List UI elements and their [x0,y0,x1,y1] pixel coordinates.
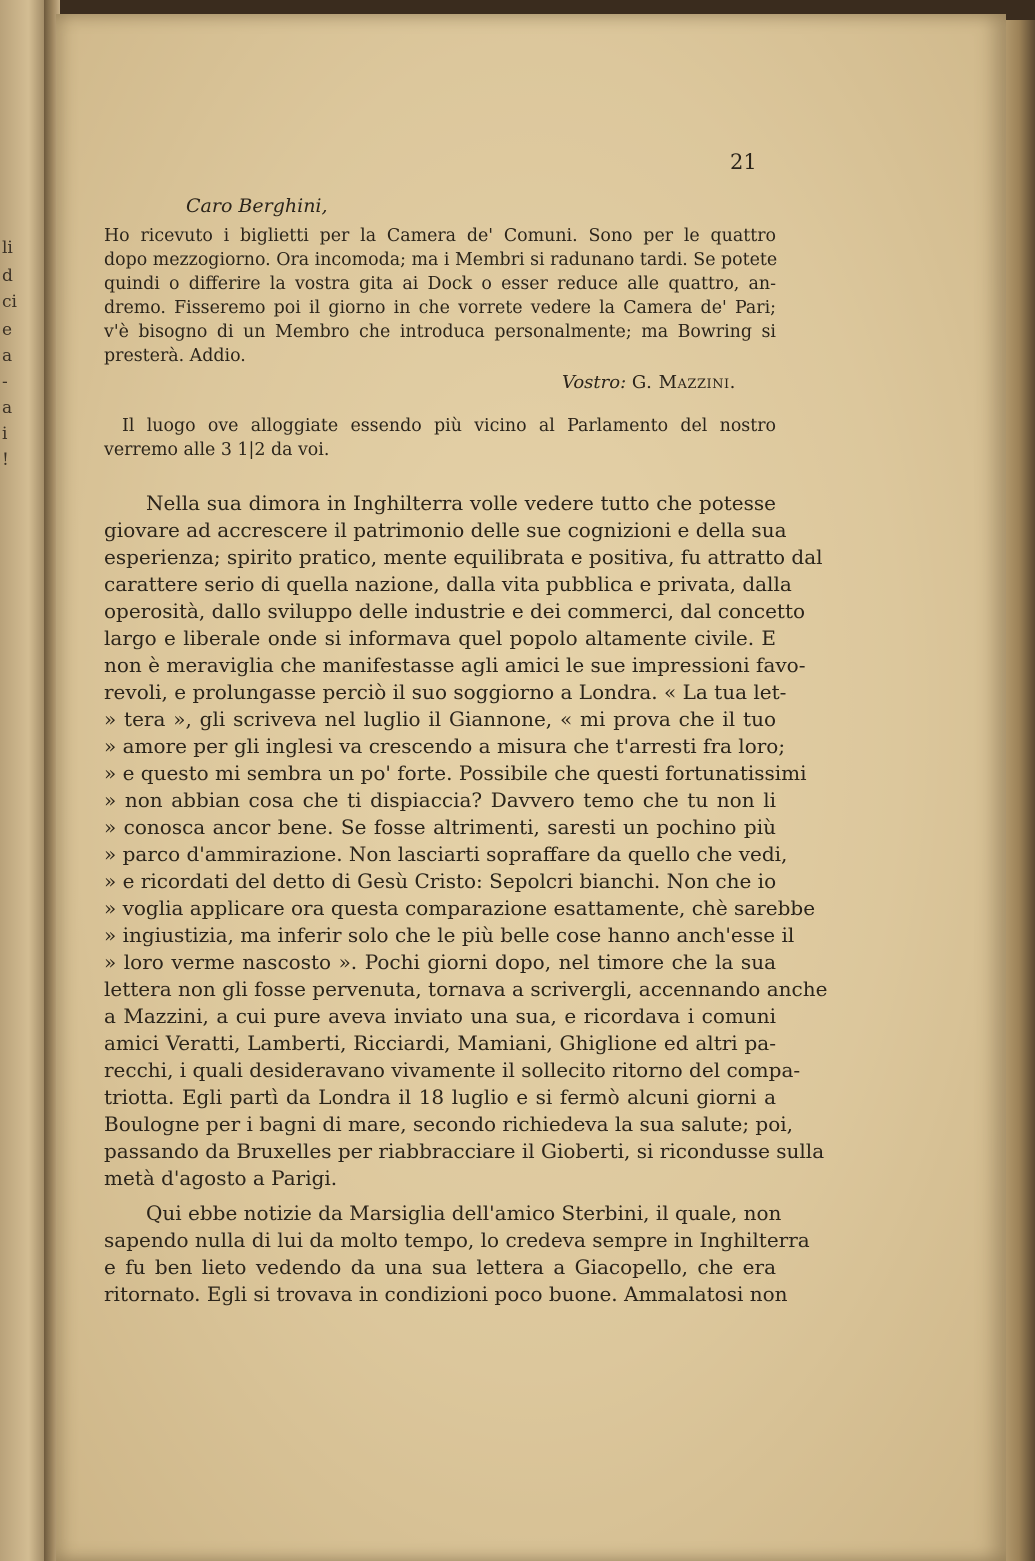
body-line: triotta. Egli partì da Londra il 18 luglio e si fermò alcuni giorni a [104,1085,776,1109]
body-line: » parco d'ammirazione. Non lasciarti sopraffare da quello che vedi, [104,842,788,866]
postscript-line: Il luogo ove alloggiate essendo più vicino al Parlamento del nostro [122,416,776,436]
letter-line: dremo. Fisseremo poi il giorno in che vorrete vedere la Camera de' Pari; [104,298,776,318]
body-line: ritornato. Egli si trovava in condizioni poco buone. Ammalatosi non [104,1282,788,1306]
body-line: » non abbian cosa che ti dispiaccia? Davvero temo che tu non li [104,788,776,812]
body-line: passando da Bruxelles per riabbracciare il Gioberti, si ricondusse sulla [104,1139,825,1163]
body-line: Boulogne per i bagni di mare, secondo richiedeva la sua salute; poi, [104,1112,794,1136]
body-line: » e questo mi sembra un po' forte. Possibile che questi fortunatissimi [104,761,807,785]
letter-salutation: Caro Berghini, [186,195,328,217]
margin-fragment: - [2,372,8,392]
margin-fragment: a [2,346,13,366]
letter-line: presterà. Addio. [104,346,246,366]
signature-name: G. Mazzini. [631,372,736,393]
letter-line: Ho ricevuto i biglietti per la Camera de' Comuni. Sono per le quattro [104,226,776,246]
body-line: sapendo nulla di lui da molto tempo, lo credeva sempre in Inghilterra [104,1228,810,1252]
margin-fragment: li [2,238,13,258]
body-line: carattere serio di quella nazione, dalla vita pubblica e privata, dalla [104,572,792,596]
letter-line: quindi o differire la vostra gita ai Dock o esser reduce alle quattro, an- [104,274,776,294]
margin-fragment: ! [2,450,9,470]
postscript-line: verremo alle 3 1|2 da voi. [104,440,330,460]
signature-label: Vostro: [562,372,627,393]
page-edge-shadow [1003,20,1035,1561]
page-number: 21 [730,150,757,174]
body-line: » e ricordati del detto di Gesù Cristo: Sepolcri bianchi. Non che io [104,869,777,893]
margin-fragment: a [2,398,13,418]
body-line: recchi, i quali desideravano vivamente il sollecito ritorno del compa- [104,1058,801,1082]
body-line: largo e liberale onde si informava quel popolo altamente civile. E [104,626,776,650]
body-line: non è meraviglia che manifestasse agli amici le sue impressioni favo- [104,653,806,677]
body-line: » tera », gli scriveva nel luglio il Giannone, « mi prova che il tuo [104,707,776,731]
margin-fragment: d [2,266,13,286]
body-line: revoli, e prolungasse perciò il suo soggiorno a Londra. « La tua let- [104,680,787,704]
body-line: amici Veratti, Lamberti, Ricciardi, Mamiani, Ghiglione ed altri pa- [104,1031,776,1055]
body-line: » loro verme nascosto ». Pochi giorni dopo, nel timore che la sua [104,950,776,974]
margin-fragment: i [2,424,8,444]
body-line: » amore per gli inglesi va crescendo a misura che t'arresti fra loro; [104,734,786,758]
margin-fragment: ci [2,292,17,312]
body-line: e fu ben lieto vedendo da una sua lettera a Giacopello, che era [104,1255,776,1279]
letter-signature [562,372,736,393]
body-line: giovare ad accrescere il patrimonio delle sue cognizioni e della sua [104,518,787,542]
body-line: » voglia applicare ora questa comparazione esattamente, chè sarebbe [104,896,816,920]
body-line: lettera non gli fosse pervenuta, tornava a scrivergli, accennando anche [104,977,828,1001]
body-line: » conosca ancor bene. Se fosse altrimenti, saresti un pochino più [104,815,776,839]
body-line: Qui ebbe notizie da Marsiglia dell'amico Sterbini, il quale, non [146,1201,782,1225]
body-line: operosità, dallo sviluppo delle industrie e dei commerci, dal concetto [104,599,806,623]
body-line: » ingiustizia, ma inferir solo che le più belle cose hanno anch'esse il [104,923,795,947]
body-line: a Mazzini, a cui pure aveva inviato una sua, e ricordava i comuni [104,1004,776,1028]
margin-fragment: e [2,320,13,340]
letter-line: dopo mezzogiorno. Ora incomoda; ma i Membri si radunano tardi. Se potete [104,250,778,270]
letter-line: v'è bisogno di un Membro che introduca personalmente; ma Bowring si [104,322,776,342]
body-line: metà d'agosto a Parigi. [104,1166,338,1190]
body-line: Nella sua dimora in Inghilterra volle vedere tutto che potesse [146,491,776,515]
body-line: esperienza; spirito pratico, mente equilibrata e positiva, fu attratto dal [104,545,823,569]
